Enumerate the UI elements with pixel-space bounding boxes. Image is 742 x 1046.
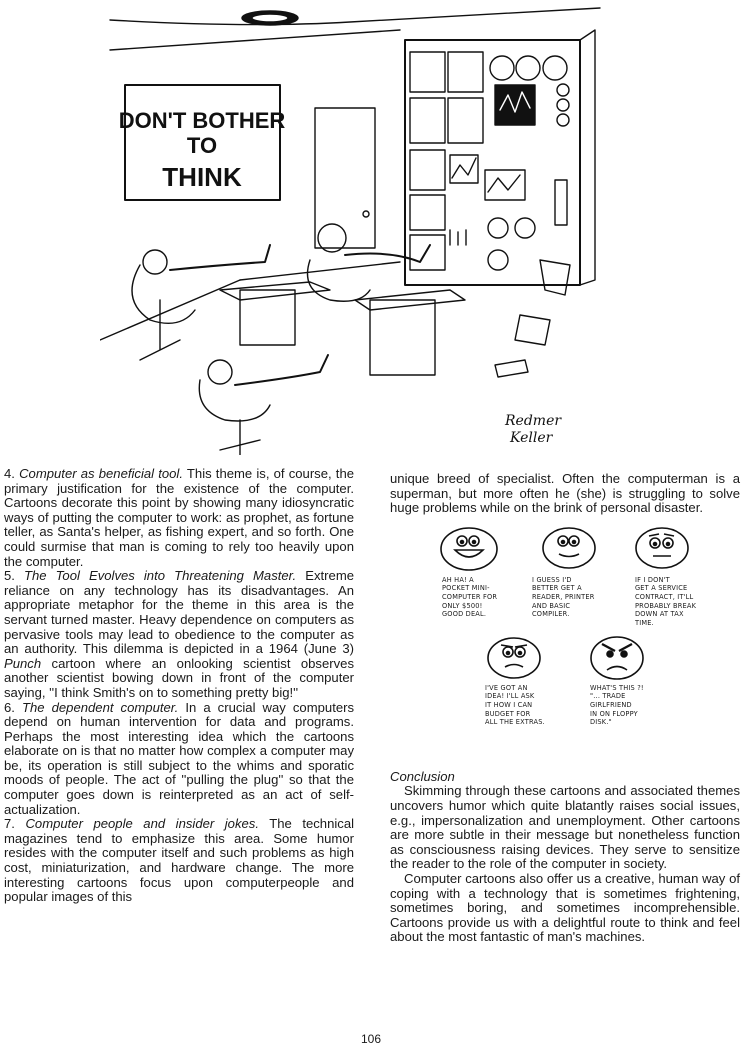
item-body-cont: cartoon where an onlooking scientist observes another scientist bowing down in front of the computer saying, ''I think Smith's on to something pretty big!'' — [4, 655, 354, 700]
paragraph-7 — [4, 817, 354, 905]
happy-face-icon — [438, 526, 500, 572]
face-worried — [633, 526, 691, 570]
sign-line-3: THINK — [162, 162, 242, 192]
item-number: 7. — [4, 816, 15, 832]
face-caption: I'VE GOT AN IDEA! I'LL ASK IT HOW I CAN BUDGET FOR ALL THE EXTRAS. — [485, 683, 545, 727]
paragraph-5 — [4, 569, 354, 700]
item-number: 4. — [4, 466, 15, 481]
face-angry — [588, 634, 646, 682]
face-content — [540, 526, 598, 570]
faces-illustration — [390, 526, 740, 766]
right-column — [390, 472, 740, 945]
item-number: 6. — [4, 699, 15, 715]
page-number: 106 — [360, 1032, 382, 1046]
face-caption: AH HA! A POCKET MINI- COMPUTER FOR ONLY $500! GOOD DEAL. — [442, 575, 498, 619]
conclusion-heading: Conclusion — [390, 768, 455, 784]
item-title: Computer as beneficial tool. — [19, 466, 183, 481]
computer-console — [405, 30, 595, 295]
paragraph-4 — [4, 467, 354, 569]
item-body: The technical magazines tend to emphasize this area. Some humor resides with the computer itself and such problems as high cost, miniaturization, and hardware change. The more interesting cartoons focus upon computerpeople and popular images of this — [4, 816, 355, 905]
sign-line-1: DON'T BOTHER — [118, 108, 286, 133]
item-title: The dependent computer. — [21, 699, 179, 715]
sign — [119, 85, 286, 200]
face-caption: WHAT'S THIS ?! "... TRADE GIRLFRIEND IN ON FLOPPY DISK." — [590, 683, 644, 727]
signature-line-2: Keller — [510, 430, 553, 446]
signature-line-1: Redmer — [505, 413, 562, 429]
face-happy — [438, 526, 500, 572]
smiling-face-icon — [540, 526, 598, 570]
face-caption: IF I DON'T GET A SERVICE CONTRACT, IT'LL PROBABLY BREAK DOWN AT TAX TIME. — [635, 575, 697, 627]
cartoon-illustration — [100, 0, 620, 455]
conclusion-paragraph-1: Skimming through these cartoons and associated themes uncovers humor which quite blatantly raises social issues, e.g., impersonalization and unemployment. Other cartoons are more subtle in their message but nonetheless function as consciousness raising devices. They serve to sensitize the reader to the role of the computer in society. — [390, 783, 740, 872]
face-frowning — [485, 636, 543, 680]
item-body: In a crucial way computers depend on human intervention for data and programs. Perhaps the most interesting idea which the cartoons elaborate on is that no matter how complex a computer may be, its operation is still subject to the whims and sporatic moods of people. The act of ''pulling the plug'' so that the computer goes down is reinterpreted as an act of self-actualization. — [4, 699, 355, 817]
item-body: This theme is, of course, the primary justification for the existence of the computer. Cartoons decorate this point by showing many idiosyncratic ways of putting the computer to work: as prophet, as fortune teller, as Santa's helper, as fishing expert, and so forth. One could surmise that man is coming to rely too heavily upon the computer. — [4, 466, 355, 569]
punch-title: Punch — [4, 655, 42, 671]
item-body: Extreme reliance on any technology has its disadvantages. An appropriate metaphor for the theme in this area is the servant turned master. Heavy dependence on computers as pervasive tools may lead to obedience to the computer as an authority. This dilemma is depicted in a 1964 (June 3) — [4, 568, 355, 657]
sign-line-2: TO — [186, 133, 218, 158]
left-column — [4, 467, 354, 905]
face-caption: I GUESS I'D BETTER GET A READER, PRINTER AND BASIC COMPILER. — [532, 575, 595, 619]
worried-face-icon — [633, 526, 691, 570]
conclusion-paragraph-2: Computer cartoons also offer us a creative, human way of coping with a technology that is sometimes frightening, sometimes boring, and sometimes incomprehensible. Cartoons provide us with a delightful route to think and feel about the most fantastic of man's machines. — [390, 870, 740, 945]
paragraph-6 — [4, 701, 354, 818]
item-number: 5. — [4, 568, 15, 584]
angry-face-icon — [588, 634, 646, 682]
paragraph-continued: unique breed of specialist. Often the computerman is a superman, but more often he (she) is struggling to solve huge problems while on the brink of personal disaster. — [390, 471, 740, 516]
item-title: Computer people and insider jokes. — [25, 816, 259, 832]
frowning-face-icon — [485, 636, 543, 680]
item-title: The Tool Evolves into Threatening Master. — [24, 568, 297, 584]
